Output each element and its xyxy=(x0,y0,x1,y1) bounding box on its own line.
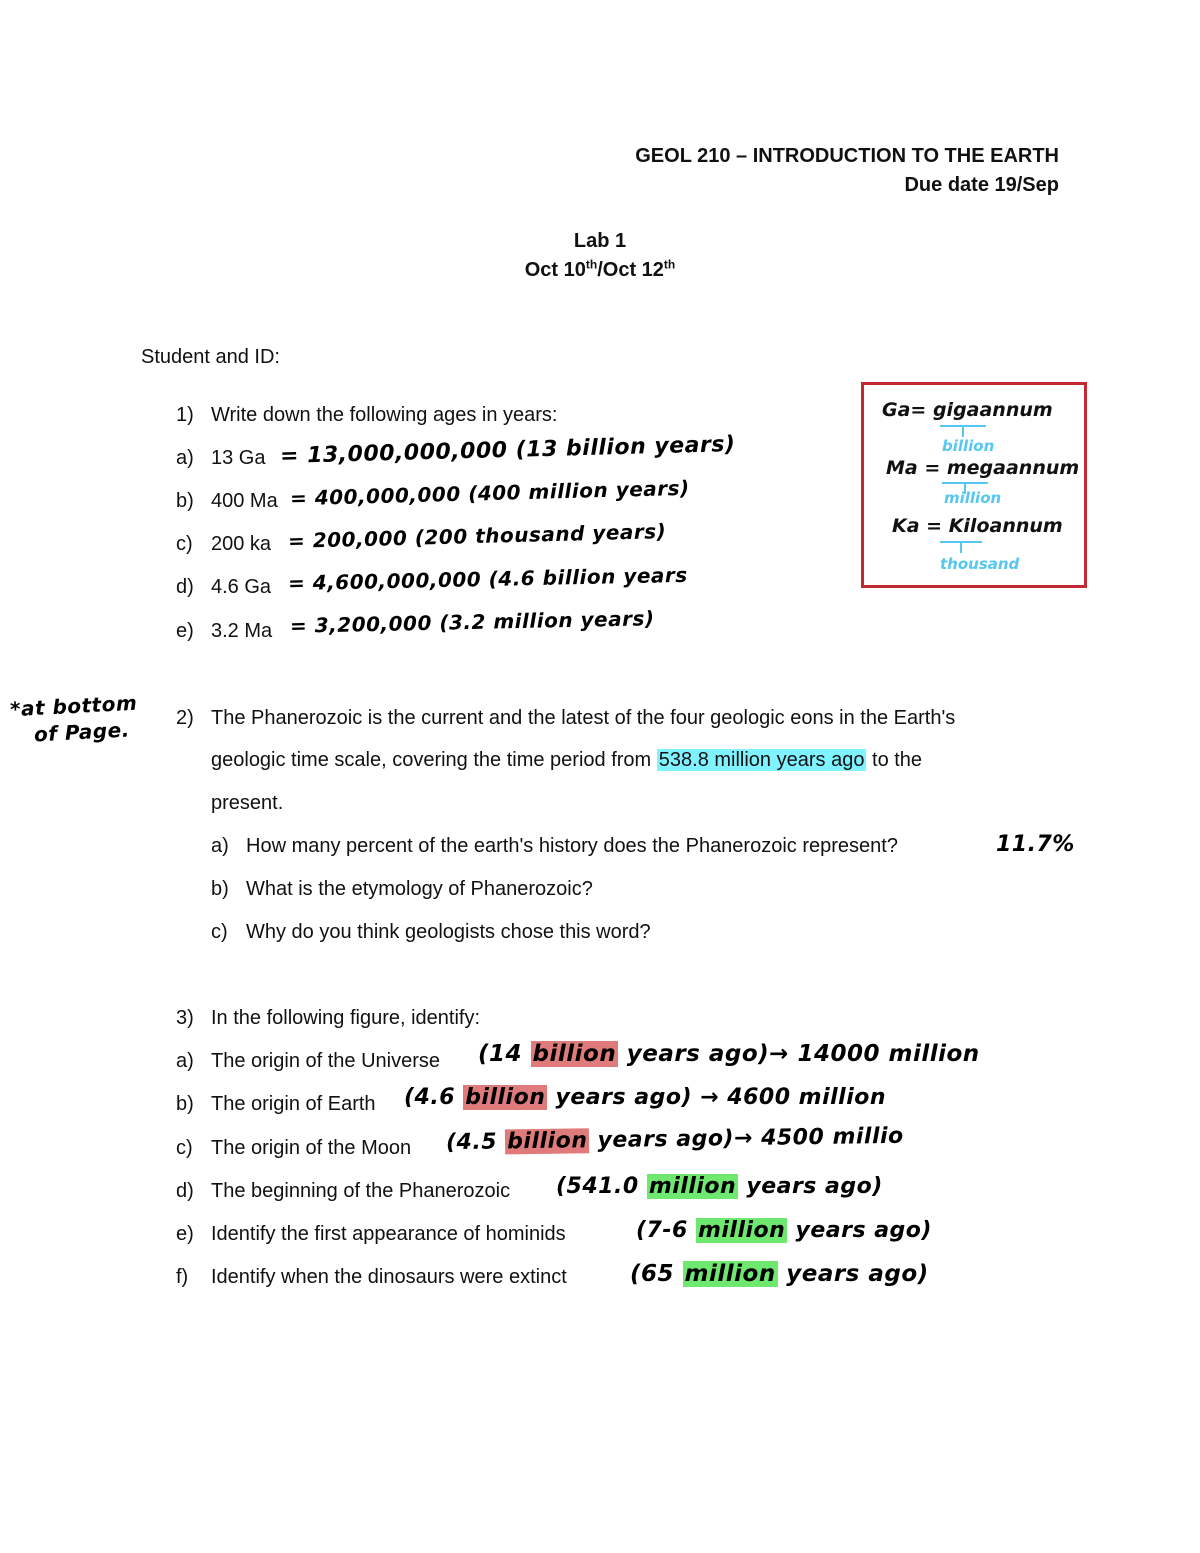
legend-ma: Ma = megaannum xyxy=(886,457,1080,479)
q2-item-label: c) xyxy=(211,921,228,943)
q3-answer-highlight: billion xyxy=(507,1128,588,1155)
q2-text-line2-pre: geologic time scale, covering the time period from xyxy=(211,749,657,771)
q3-item-text: Identify the first appearance of hominids xyxy=(211,1223,566,1245)
q1-text: Write down the following ages in years: xyxy=(211,404,558,426)
q2-line1 xyxy=(176,707,955,730)
q2-answer-a: 11.7% xyxy=(996,832,1075,857)
lab-date-b: /Oct 12 xyxy=(597,259,664,281)
q3-answer-highlight: billion xyxy=(532,1041,617,1067)
q1-item-b xyxy=(176,490,278,513)
q2-line3: present. xyxy=(211,792,284,814)
lab-dates xyxy=(0,259,1200,282)
margin-note-line2: of Page. xyxy=(33,717,131,747)
q3-answer-post: years ago) xyxy=(738,1174,883,1199)
q3-item-label: b) xyxy=(176,1093,194,1115)
q2-number: 2) xyxy=(176,707,194,729)
legend-ga-sub: billion xyxy=(942,437,995,455)
q2-item-text: What is the etymology of Phanerozoic? xyxy=(246,878,593,900)
q3-item-label: a) xyxy=(176,1050,194,1072)
legend-ka-sub: thousand xyxy=(940,555,1020,573)
q3-item-text: The origin of the Universe xyxy=(211,1050,441,1072)
legend-ka-underline xyxy=(940,541,982,543)
q1-answer-a: = 13,000,000,000 (13 billion years) xyxy=(279,432,736,469)
q1-number: 1) xyxy=(176,404,194,426)
q3-answer-e xyxy=(636,1218,932,1243)
q2-item-b xyxy=(211,878,593,901)
q3-answer-post: years ago)→ 4500 millio xyxy=(589,1123,904,1154)
q3-item-a xyxy=(176,1050,440,1073)
q3-answer-pre: (4.5 xyxy=(445,1129,506,1156)
q3-answer-highlight: million xyxy=(684,1261,776,1287)
q3-item-f xyxy=(176,1266,567,1289)
q3-answer-pre: (541.0 xyxy=(556,1174,647,1199)
q1-item-text: 13 Ga xyxy=(211,447,266,469)
q1-answer-c: = 200,000 (200 thousand years) xyxy=(287,519,667,553)
q3-text: In the following figure, identify: xyxy=(211,1007,481,1029)
q3-answer-post: years ago) xyxy=(787,1218,932,1243)
legend-ka: Ka = Kiloannum xyxy=(892,515,1063,537)
q2-item-c xyxy=(211,921,651,944)
q3-item-text: Identify when the dinosaurs were extinct xyxy=(211,1266,567,1288)
q1-item-text: 400 Ma xyxy=(211,490,278,512)
q1-item-text: 4.6 Ga xyxy=(211,576,272,598)
q1-item-label: e) xyxy=(176,620,194,642)
q1-item-label: b) xyxy=(176,490,194,512)
q3-answer-pre: (14 xyxy=(478,1041,531,1067)
legend-ma-sub: million xyxy=(944,489,1002,507)
q3-answer-d xyxy=(556,1174,883,1199)
q1-item-e xyxy=(176,620,272,643)
q3-answer-pre: (4.6 xyxy=(404,1085,464,1110)
student-id-label: Student and ID: xyxy=(141,346,280,368)
legend-ga-underline xyxy=(940,425,986,427)
q1-item-c xyxy=(176,533,271,556)
q3-answer-post: years ago) xyxy=(777,1261,929,1287)
due-date: Due date 19/Sep xyxy=(904,174,1059,196)
q3-item-d xyxy=(176,1180,510,1203)
q1-item-label: d) xyxy=(176,576,194,598)
q1-answer-b: = 400,000,000 (400 million years) xyxy=(289,475,690,511)
q3-answer-b xyxy=(404,1085,886,1110)
q3-answer-post: years ago) → 4600 million xyxy=(547,1085,887,1110)
q1-item-a xyxy=(176,447,265,470)
q1-item-label: c) xyxy=(176,533,193,555)
q2-item-label: a) xyxy=(211,835,229,857)
q3-item-text: The origin of Earth xyxy=(211,1093,376,1115)
q2-item-text: How many percent of the earth's history does the Phanerozoic represent? xyxy=(246,835,898,857)
q2-text-line1: The Phanerozoic is the current and the latest of the four geologic eons in the Earth's xyxy=(211,707,956,729)
q3-item-text: The origin of the Moon xyxy=(211,1137,412,1159)
q1-item-d xyxy=(176,576,271,599)
q3-item-label: f) xyxy=(176,1266,189,1288)
q3-prompt xyxy=(176,1007,480,1030)
lab-date-a: Oct 10 xyxy=(524,259,586,281)
lab-date-a-sup: th xyxy=(585,257,598,272)
legend-ga: Ga= gigaannum xyxy=(882,399,1053,421)
q3-answer-a xyxy=(478,1041,980,1067)
q3-item-text: The beginning of the Phanerozoic xyxy=(211,1180,511,1202)
q1-item-label: a) xyxy=(176,447,194,469)
course-title: GEOL 210 – INTRODUCTION TO THE EARTH xyxy=(635,145,1059,167)
q2-text-line2-post: to the xyxy=(866,749,923,771)
q2-item-a xyxy=(211,835,898,858)
q3-answer-highlight: million xyxy=(648,1174,737,1199)
q3-item-c xyxy=(176,1137,411,1160)
q3-answer-c xyxy=(446,1124,904,1155)
q1-prompt xyxy=(176,404,557,427)
q3-answer-highlight: billion xyxy=(465,1085,546,1110)
lab-date-b-sup: th xyxy=(663,257,676,272)
q2-item-label: b) xyxy=(211,878,229,900)
unit-legend-box xyxy=(861,382,1087,588)
q3-answer-pre: (7-6 xyxy=(636,1218,696,1243)
q2-item-text: Why do you think geologists chose this word? xyxy=(246,921,651,943)
q3-answer-post: years ago)→ 14000 million xyxy=(618,1041,980,1067)
q1-answer-e: = 3,200,000 (3.2 million years) xyxy=(289,606,655,638)
q3-number: 3) xyxy=(176,1007,194,1029)
q2-line2 xyxy=(211,749,922,772)
legend-ma-underline xyxy=(942,482,988,484)
q3-item-label: e) xyxy=(176,1223,194,1245)
margin-note-line1: *at bottom xyxy=(9,690,138,722)
q2-highlight: 538.8 million years ago xyxy=(658,749,865,771)
q3-answer-f xyxy=(630,1261,929,1287)
q3-item-e xyxy=(176,1223,566,1246)
lab-title: Lab 1 xyxy=(573,230,627,252)
q3-item-b xyxy=(176,1093,376,1116)
q1-item-text: 3.2 Ma xyxy=(211,620,273,642)
q1-item-text: 200 ka xyxy=(211,533,272,555)
q3-item-label: d) xyxy=(176,1180,194,1202)
q3-answer-highlight: million xyxy=(697,1218,786,1243)
q3-answer-pre: (65 xyxy=(630,1261,683,1287)
q3-item-label: c) xyxy=(176,1137,193,1159)
q1-answer-d: = 4,600,000,000 (4.6 billion years xyxy=(287,562,688,596)
